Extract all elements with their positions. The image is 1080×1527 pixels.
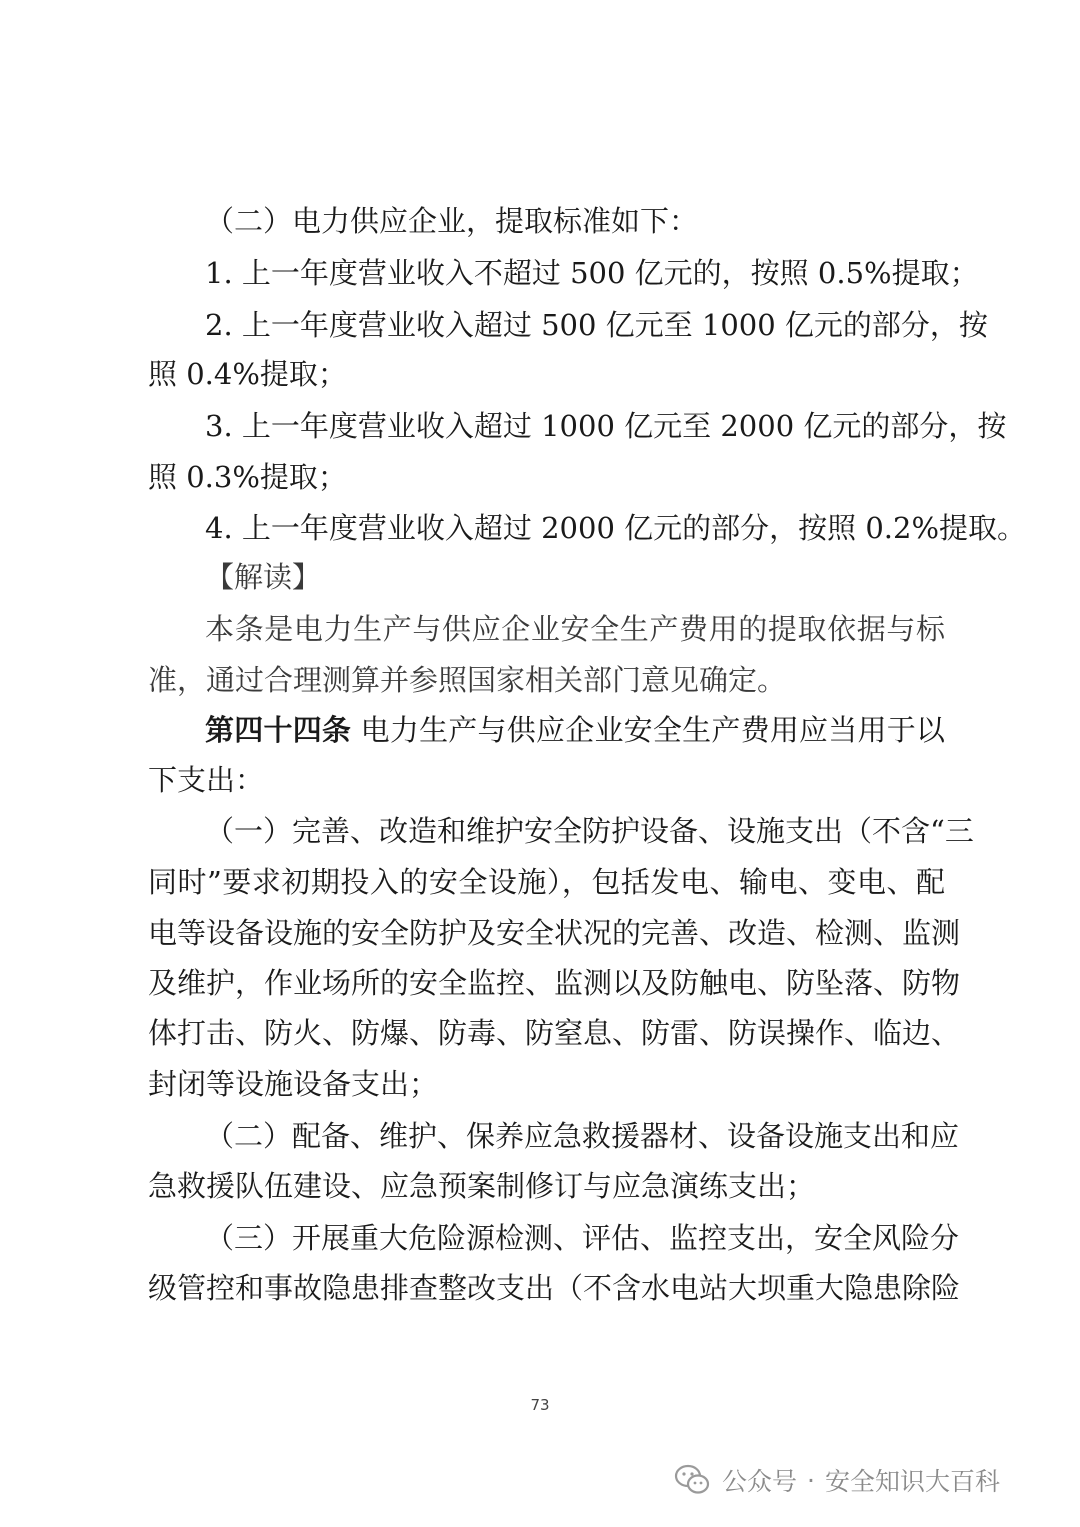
- text-line: 同时”要求初期投入的安全设施），包括发电、输电、变电、配: [148, 865, 945, 899]
- text-line: （二）配备、维护、保养应急救援器材、设备设施支出和应: [205, 1119, 960, 1153]
- text-line: 准，通过合理测算并参照国家相关部门意见确定。: [148, 663, 787, 697]
- text-line: 3. 上一年度营业收入超过 1000 亿元至 2000 亿元的部分，按: [205, 409, 1007, 443]
- text-line: 电等设备设施的安全防护及安全状况的完善、改造、检测、监测: [148, 916, 961, 950]
- text-line: 体打击、防火、防爆、防毒、防窒息、防雷、防误操作、临边、: [148, 1016, 961, 1050]
- wechat-icon: [674, 1464, 710, 1496]
- text-line: 2. 上一年度营业收入超过 500 亿元至 1000 亿元的部分，按: [205, 308, 988, 342]
- text-line: （一）完善、改造和维护安全防护设备、设施支出（不含“三: [205, 814, 974, 848]
- text-line: 急救援队伍建设、应急预案制修订与应急演练支出；: [148, 1169, 816, 1203]
- text-line: （二）电力供应企业，提取标准如下：: [205, 204, 699, 238]
- text-line: （三）开展重大危险源检测、评估、监控支出，安全风险分: [205, 1221, 960, 1255]
- watermark-prefix: 公众号: [722, 1467, 798, 1496]
- watermark-dot: ·: [807, 1465, 815, 1495]
- interpretation-heading: 【解读】: [205, 560, 322, 594]
- page-number: 73: [530, 1396, 550, 1414]
- text-line: 本条是电力生产与供应企业安全生产费用的提取依据与标: [205, 612, 945, 646]
- text-line: 及维护，作业场所的安全监控、监测以及防触电、防坠落、防物: [148, 966, 961, 1000]
- watermark-account: 安全知识大百科: [824, 1467, 1000, 1496]
- text-line: 级管控和事故隐患排查整改支出（不含水电站大坝重大隐患除险: [148, 1271, 961, 1305]
- text-line: 照 0.3%提取；: [148, 460, 347, 494]
- text-line: 封闭等设施设备支出；: [148, 1067, 439, 1101]
- text-line: 下支出：: [148, 763, 265, 797]
- text-line: 照 0.4%提取；: [148, 357, 347, 391]
- article-heading-line: 第四十四条 电力生产与供应企业安全生产费用应当用于以: [205, 713, 945, 747]
- text-line: 4. 上一年度营业收入超过 2000 亿元的部分，按照 0.2%提取。: [205, 511, 1027, 545]
- article-number: 第四十四条: [205, 713, 352, 747]
- text-line: 1. 上一年度营业收入不超过 500 亿元的，按照 0.5%提取；: [205, 256, 979, 290]
- watermark: [674, 1460, 1000, 1500]
